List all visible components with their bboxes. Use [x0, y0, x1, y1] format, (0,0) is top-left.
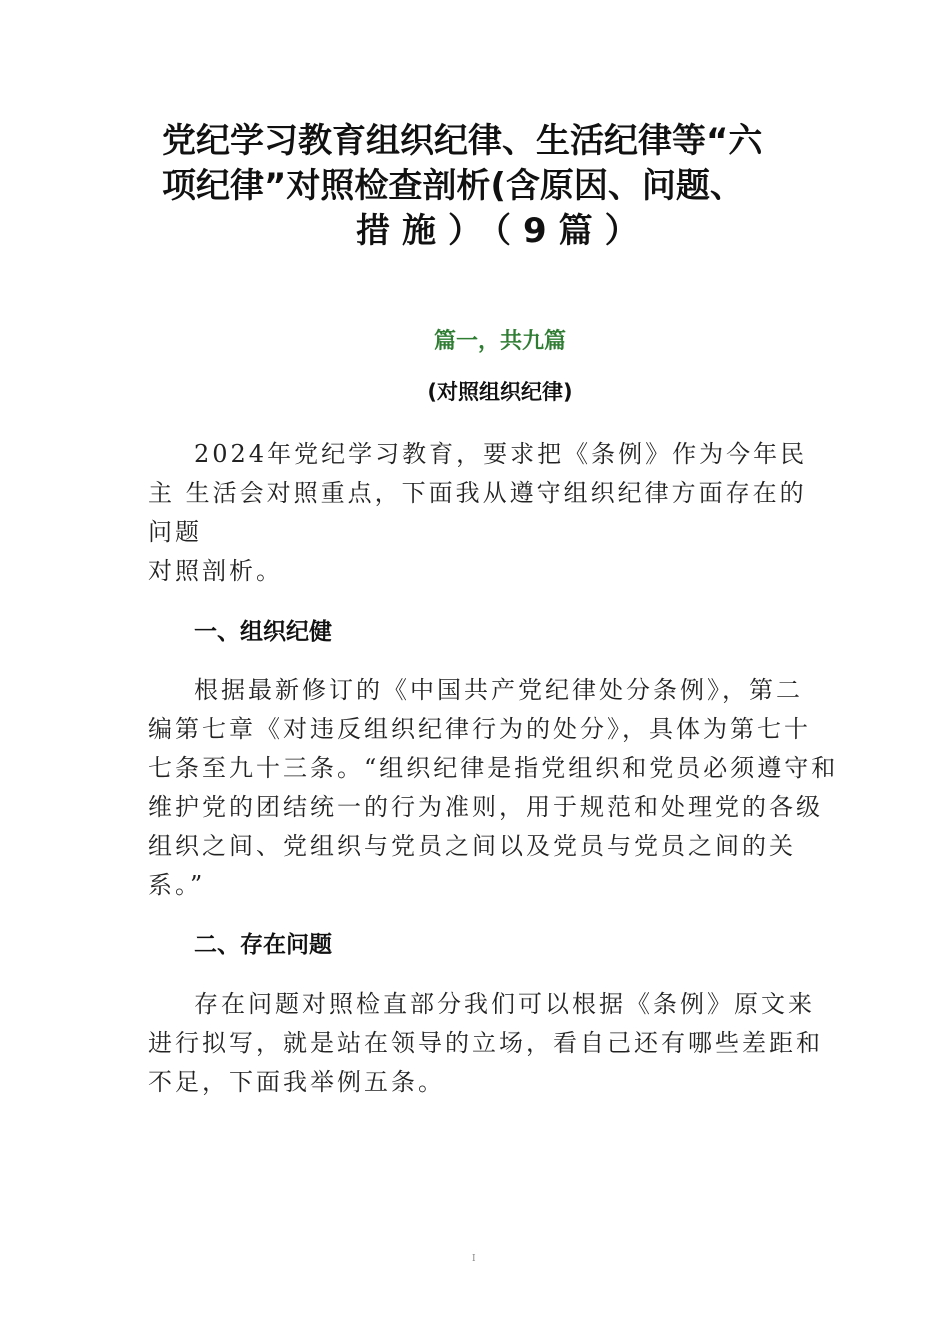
part1-line-3: 七条至九十三条。“组织纪律是指党组织和党员必须遵守和	[148, 754, 839, 782]
document-title-line-3: 措施）（9篇）	[356, 211, 651, 251]
section-subheading: (对照组织纪律)	[427, 380, 573, 404]
part1-heading: 一、组织纪健	[194, 619, 332, 645]
intro-line-4: 对照剖析。	[148, 557, 283, 585]
part2-heading: 二、存在问题	[194, 932, 332, 958]
section-heading: 篇一，共九篇	[433, 329, 566, 354]
part1-line-1: 根据最新修订的《中国共产党纪律处分条例》，第二	[194, 676, 803, 704]
part1-line-4: 维护党的团结统一的行为准则，用于规范和处理党的各级	[148, 793, 823, 821]
intro-line-1: 2024年党纪学习教育，要求把《条例》作为今年民	[194, 440, 808, 468]
page-number-mark: I	[472, 1254, 476, 1264]
part2-line-1: 存在问题对照检直部分我们可以根据《条例》原文来	[194, 990, 815, 1018]
part2-line-2: 进行拟写，就是站在领导的立场，看自己还有哪些差距和	[148, 1029, 823, 1057]
document-title-line-1: 党纪学习教育组织纪律、生活纪律等“六	[162, 121, 763, 161]
part1-line-6: 系。”	[148, 871, 206, 899]
part1-line-5: 组织之间、党组织与党员之间以及党员与党员之间的关	[148, 832, 796, 860]
document-title-line-2: 项纪律”对照检查剖析(含原因、问题、	[162, 166, 744, 206]
part2-line-3: 不足，下面我举例五条。	[148, 1068, 445, 1096]
intro-line-2: 主 生活会对照重点，下面我从遵守组织纪律方面存在的	[148, 479, 807, 507]
intro-line-3: 问题	[148, 518, 202, 546]
part1-line-2: 编第七章《对违反组织纪律行为的处分》，具体为第七十	[148, 715, 811, 743]
